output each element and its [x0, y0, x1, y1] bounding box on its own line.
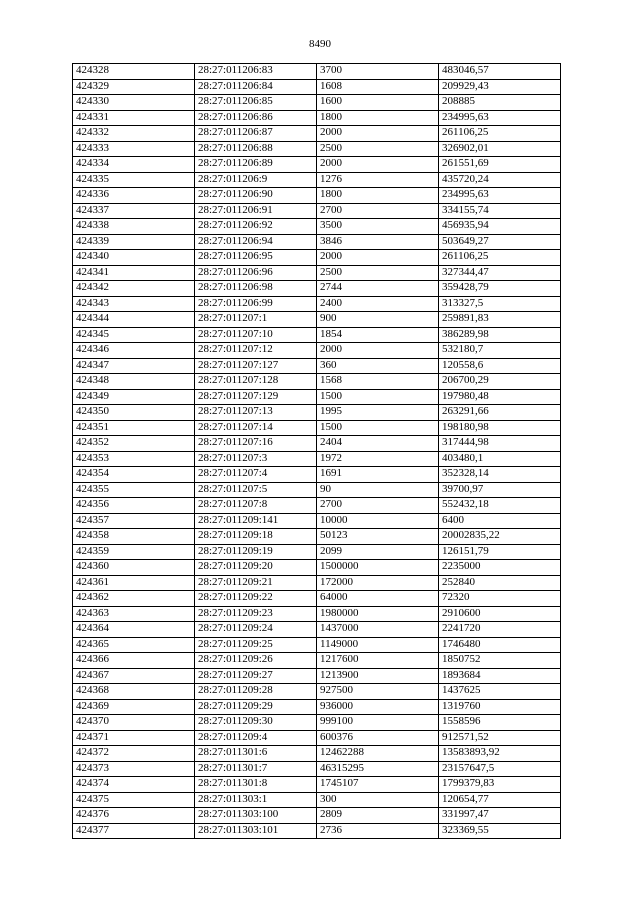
- record-number-cell: 424374: [73, 777, 195, 793]
- record-number-cell: 424375: [73, 792, 195, 808]
- area-cell: 2000: [317, 343, 439, 359]
- table-row: [73, 250, 561, 266]
- area-cell: 927500: [317, 684, 439, 700]
- value-cell: 352328,14: [439, 467, 561, 483]
- table-row: [73, 188, 561, 204]
- area-cell: 3846: [317, 234, 439, 250]
- record-number-cell: 424351: [73, 420, 195, 436]
- cadastral-number-cell: 28:27:011209:141: [195, 513, 317, 529]
- cadastral-number-cell: 28:27:011209:21: [195, 575, 317, 591]
- cadastral-number-cell: 28:27:011303:1: [195, 792, 317, 808]
- value-cell: 261551,69: [439, 157, 561, 173]
- table-row: [73, 219, 561, 235]
- table-row: [73, 498, 561, 514]
- cadastral-number-cell: 28:27:011206:98: [195, 281, 317, 297]
- area-cell: 999100: [317, 715, 439, 731]
- table-row: [73, 637, 561, 653]
- area-cell: 2809: [317, 808, 439, 824]
- table-row: [73, 79, 561, 95]
- record-number-cell: 424371: [73, 730, 195, 746]
- table-row: [73, 420, 561, 436]
- value-cell: 120654,77: [439, 792, 561, 808]
- value-cell: 1558596: [439, 715, 561, 731]
- table-row: [73, 808, 561, 824]
- value-cell: 261106,25: [439, 250, 561, 266]
- area-cell: 2500: [317, 141, 439, 157]
- table-row: [73, 374, 561, 390]
- area-cell: 2700: [317, 203, 439, 219]
- table-row: [73, 699, 561, 715]
- value-cell: 456935,94: [439, 219, 561, 235]
- area-cell: 1500: [317, 389, 439, 405]
- record-number-cell: 424353: [73, 451, 195, 467]
- cadastral-number-cell: 28:27:011206:89: [195, 157, 317, 173]
- record-number-cell: 424367: [73, 668, 195, 684]
- area-cell: 2400: [317, 296, 439, 312]
- record-number-cell: 424359: [73, 544, 195, 560]
- area-cell: 1600: [317, 95, 439, 111]
- table-row: [73, 544, 561, 560]
- cadastral-number-cell: 28:27:011206:91: [195, 203, 317, 219]
- cadastral-number-cell: 28:27:011209:18: [195, 529, 317, 545]
- table-row: [73, 358, 561, 374]
- area-cell: 1149000: [317, 637, 439, 653]
- record-number-cell: 424370: [73, 715, 195, 731]
- area-cell: 2736: [317, 823, 439, 839]
- record-number-cell: 424354: [73, 467, 195, 483]
- table-row: [73, 792, 561, 808]
- record-number-cell: 424373: [73, 761, 195, 777]
- record-number-cell: 424343: [73, 296, 195, 312]
- table-row: [73, 126, 561, 142]
- value-cell: 1893684: [439, 668, 561, 684]
- value-cell: 359428,79: [439, 281, 561, 297]
- record-number-cell: 424331: [73, 110, 195, 126]
- record-number-cell: 424341: [73, 265, 195, 281]
- record-number-cell: 424357: [73, 513, 195, 529]
- table-row: [73, 296, 561, 312]
- table-row: [73, 684, 561, 700]
- cadastral-number-cell: 28:27:011207:4: [195, 467, 317, 483]
- value-cell: 483046,57: [439, 64, 561, 80]
- cadastral-number-cell: 28:27:011207:127: [195, 358, 317, 374]
- cadastral-number-cell: 28:27:011303:100: [195, 808, 317, 824]
- cadastral-number-cell: 28:27:011207:13: [195, 405, 317, 421]
- value-cell: 912571,52: [439, 730, 561, 746]
- record-number-cell: 424344: [73, 312, 195, 328]
- registry-table: [72, 63, 561, 839]
- table-row: [73, 746, 561, 762]
- cadastral-number-cell: 28:27:011206:92: [195, 219, 317, 235]
- value-cell: 323369,55: [439, 823, 561, 839]
- area-cell: 1500: [317, 420, 439, 436]
- area-cell: 2744: [317, 281, 439, 297]
- value-cell: 23157647,5: [439, 761, 561, 777]
- table-row: [73, 451, 561, 467]
- table-row: [73, 265, 561, 281]
- record-number-cell: 424328: [73, 64, 195, 80]
- record-number-cell: 424340: [73, 250, 195, 266]
- record-number-cell: 424347: [73, 358, 195, 374]
- area-cell: 3500: [317, 219, 439, 235]
- cadastral-number-cell: 28:27:011207:10: [195, 327, 317, 343]
- area-cell: 3700: [317, 64, 439, 80]
- value-cell: 435720,24: [439, 172, 561, 188]
- table-row: [73, 730, 561, 746]
- area-cell: 360: [317, 358, 439, 374]
- record-number-cell: 424361: [73, 575, 195, 591]
- value-cell: 198180,98: [439, 420, 561, 436]
- cadastral-number-cell: 28:27:011209:27: [195, 668, 317, 684]
- table-row: [73, 172, 561, 188]
- record-number-cell: 424346: [73, 343, 195, 359]
- area-cell: 2700: [317, 498, 439, 514]
- area-cell: 1691: [317, 467, 439, 483]
- cadastral-number-cell: 28:27:011209:26: [195, 653, 317, 669]
- table-row: [73, 482, 561, 498]
- record-number-cell: 424355: [73, 482, 195, 498]
- table-row: [73, 606, 561, 622]
- cadastral-number-cell: 28:27:011209:30: [195, 715, 317, 731]
- area-cell: 1854: [317, 327, 439, 343]
- record-number-cell: 424338: [73, 219, 195, 235]
- value-cell: 263291,66: [439, 405, 561, 421]
- value-cell: 552432,18: [439, 498, 561, 514]
- area-cell: 1276: [317, 172, 439, 188]
- cadastral-number-cell: 28:27:011301:7: [195, 761, 317, 777]
- record-number-cell: 424377: [73, 823, 195, 839]
- area-cell: 2500: [317, 265, 439, 281]
- record-number-cell: 424365: [73, 637, 195, 653]
- record-number-cell: 424356: [73, 498, 195, 514]
- record-number-cell: 424335: [73, 172, 195, 188]
- cadastral-number-cell: 28:27:011206:95: [195, 250, 317, 266]
- value-cell: 209929,43: [439, 79, 561, 95]
- record-number-cell: 424333: [73, 141, 195, 157]
- record-number-cell: 424334: [73, 157, 195, 173]
- value-cell: 331997,47: [439, 808, 561, 824]
- table-row: [73, 761, 561, 777]
- area-cell: 50123: [317, 529, 439, 545]
- value-cell: 403480,1: [439, 451, 561, 467]
- cadastral-number-cell: 28:27:011206:86: [195, 110, 317, 126]
- area-cell: 64000: [317, 591, 439, 607]
- value-cell: 197980,48: [439, 389, 561, 405]
- record-number-cell: 424329: [73, 79, 195, 95]
- cadastral-number-cell: 28:27:011303:101: [195, 823, 317, 839]
- table-row: [73, 823, 561, 839]
- record-number-cell: 424339: [73, 234, 195, 250]
- area-cell: 2000: [317, 157, 439, 173]
- area-cell: 1437000: [317, 622, 439, 638]
- record-number-cell: 424349: [73, 389, 195, 405]
- value-cell: 39700,97: [439, 482, 561, 498]
- cadastral-number-cell: 28:27:011206:94: [195, 234, 317, 250]
- area-cell: 2000: [317, 126, 439, 142]
- value-cell: 261106,25: [439, 126, 561, 142]
- record-number-cell: 424350: [73, 405, 195, 421]
- record-number-cell: 424376: [73, 808, 195, 824]
- table-row: [73, 141, 561, 157]
- cadastral-number-cell: 28:27:011209:24: [195, 622, 317, 638]
- area-cell: 172000: [317, 575, 439, 591]
- table-row: [73, 110, 561, 126]
- area-cell: 1217600: [317, 653, 439, 669]
- table-row: [73, 777, 561, 793]
- cadastral-number-cell: 28:27:011206:96: [195, 265, 317, 281]
- cadastral-number-cell: 28:27:011209:19: [195, 544, 317, 560]
- cadastral-number-cell: 28:27:011209:23: [195, 606, 317, 622]
- value-cell: 252840: [439, 575, 561, 591]
- table-row: [73, 234, 561, 250]
- cadastral-number-cell: 28:27:011301:6: [195, 746, 317, 762]
- cadastral-number-cell: 28:27:011209:25: [195, 637, 317, 653]
- table-row: [73, 653, 561, 669]
- area-cell: 1800: [317, 188, 439, 204]
- record-number-cell: 424364: [73, 622, 195, 638]
- value-cell: 234995,63: [439, 188, 561, 204]
- record-number-cell: 424345: [73, 327, 195, 343]
- record-number-cell: 424352: [73, 436, 195, 452]
- record-number-cell: 424368: [73, 684, 195, 700]
- table-row: [73, 560, 561, 576]
- area-cell: 300: [317, 792, 439, 808]
- area-cell: 1568: [317, 374, 439, 390]
- value-cell: 1850752: [439, 653, 561, 669]
- area-cell: 2404: [317, 436, 439, 452]
- table-row: [73, 327, 561, 343]
- value-cell: 234995,63: [439, 110, 561, 126]
- table-row: [73, 157, 561, 173]
- area-cell: 1800: [317, 110, 439, 126]
- record-number-cell: 424358: [73, 529, 195, 545]
- record-number-cell: 424363: [73, 606, 195, 622]
- cadastral-number-cell: 28:27:011206:9: [195, 172, 317, 188]
- cadastral-number-cell: 28:27:011207:8: [195, 498, 317, 514]
- table-row: [73, 575, 561, 591]
- area-cell: 1213900: [317, 668, 439, 684]
- cadastral-number-cell: 28:27:011207:3: [195, 451, 317, 467]
- cadastral-number-cell: 28:27:011206:99: [195, 296, 317, 312]
- value-cell: 120558,6: [439, 358, 561, 374]
- table-row: [73, 715, 561, 731]
- value-cell: 2910600: [439, 606, 561, 622]
- value-cell: 334155,74: [439, 203, 561, 219]
- cadastral-number-cell: 28:27:011207:1: [195, 312, 317, 328]
- table-row: [73, 668, 561, 684]
- cadastral-number-cell: 28:27:011206:85: [195, 95, 317, 111]
- table-row: [73, 95, 561, 111]
- value-cell: 1746480: [439, 637, 561, 653]
- table-row: [73, 529, 561, 545]
- cadastral-number-cell: 28:27:011209:29: [195, 699, 317, 715]
- registry-table-body: [73, 64, 561, 839]
- record-number-cell: 424342: [73, 281, 195, 297]
- cadastral-number-cell: 28:27:011207:129: [195, 389, 317, 405]
- area-cell: 900: [317, 312, 439, 328]
- cadastral-number-cell: 28:27:011209:4: [195, 730, 317, 746]
- value-cell: 72320: [439, 591, 561, 607]
- cadastral-number-cell: 28:27:011206:88: [195, 141, 317, 157]
- table-row: [73, 622, 561, 638]
- record-number-cell: 424362: [73, 591, 195, 607]
- area-cell: 1980000: [317, 606, 439, 622]
- value-cell: 317444,98: [439, 436, 561, 452]
- cadastral-number-cell: 28:27:011206:84: [195, 79, 317, 95]
- area-cell: 1995: [317, 405, 439, 421]
- record-number-cell: 424330: [73, 95, 195, 111]
- value-cell: 20002835,22: [439, 529, 561, 545]
- cadastral-number-cell: 28:27:011207:5: [195, 482, 317, 498]
- cadastral-number-cell: 28:27:011206:90: [195, 188, 317, 204]
- record-number-cell: 424337: [73, 203, 195, 219]
- value-cell: 259891,83: [439, 312, 561, 328]
- value-cell: 503649,27: [439, 234, 561, 250]
- area-cell: 1745107: [317, 777, 439, 793]
- area-cell: 10000: [317, 513, 439, 529]
- table-row: [73, 513, 561, 529]
- cadastral-number-cell: 28:27:011206:87: [195, 126, 317, 142]
- cadastral-number-cell: 28:27:011209:22: [195, 591, 317, 607]
- record-number-cell: 424366: [73, 653, 195, 669]
- area-cell: 46315295: [317, 761, 439, 777]
- area-cell: 936000: [317, 699, 439, 715]
- record-number-cell: 424336: [73, 188, 195, 204]
- table-row: [73, 405, 561, 421]
- cadastral-number-cell: 28:27:011209:28: [195, 684, 317, 700]
- record-number-cell: 424372: [73, 746, 195, 762]
- table-row: [73, 281, 561, 297]
- area-cell: 1608: [317, 79, 439, 95]
- table-row: [73, 343, 561, 359]
- record-number-cell: 424348: [73, 374, 195, 390]
- cadastral-number-cell: 28:27:011207:14: [195, 420, 317, 436]
- value-cell: 327344,47: [439, 265, 561, 281]
- page-number: 8490: [309, 38, 331, 50]
- table-row: [73, 312, 561, 328]
- value-cell: 6400: [439, 513, 561, 529]
- record-number-cell: 424332: [73, 126, 195, 142]
- value-cell: 2241720: [439, 622, 561, 638]
- table-row: [73, 389, 561, 405]
- cadastral-number-cell: 28:27:011206:83: [195, 64, 317, 80]
- area-cell: 2000: [317, 250, 439, 266]
- cadastral-number-cell: 28:27:011207:128: [195, 374, 317, 390]
- area-cell: 2099: [317, 544, 439, 560]
- value-cell: 313327,5: [439, 296, 561, 312]
- value-cell: 326902,01: [439, 141, 561, 157]
- table-row: [73, 467, 561, 483]
- value-cell: 2235000: [439, 560, 561, 576]
- area-cell: 1972: [317, 451, 439, 467]
- area-cell: 90: [317, 482, 439, 498]
- record-number-cell: 424369: [73, 699, 195, 715]
- table-row: [73, 203, 561, 219]
- value-cell: 126151,79: [439, 544, 561, 560]
- area-cell: 12462288: [317, 746, 439, 762]
- value-cell: 1799379,83: [439, 777, 561, 793]
- value-cell: 532180,7: [439, 343, 561, 359]
- cadastral-number-cell: 28:27:011207:12: [195, 343, 317, 359]
- value-cell: 1319760: [439, 699, 561, 715]
- value-cell: 13583893,92: [439, 746, 561, 762]
- value-cell: 386289,98: [439, 327, 561, 343]
- value-cell: 206700,29: [439, 374, 561, 390]
- area-cell: 1500000: [317, 560, 439, 576]
- cadastral-number-cell: 28:27:011207:16: [195, 436, 317, 452]
- table-row: [73, 64, 561, 80]
- area-cell: 600376: [317, 730, 439, 746]
- value-cell: 208885: [439, 95, 561, 111]
- value-cell: 1437625: [439, 684, 561, 700]
- record-number-cell: 424360: [73, 560, 195, 576]
- cadastral-number-cell: 28:27:011209:20: [195, 560, 317, 576]
- table-row: [73, 591, 561, 607]
- cadastral-number-cell: 28:27:011301:8: [195, 777, 317, 793]
- table-row: [73, 436, 561, 452]
